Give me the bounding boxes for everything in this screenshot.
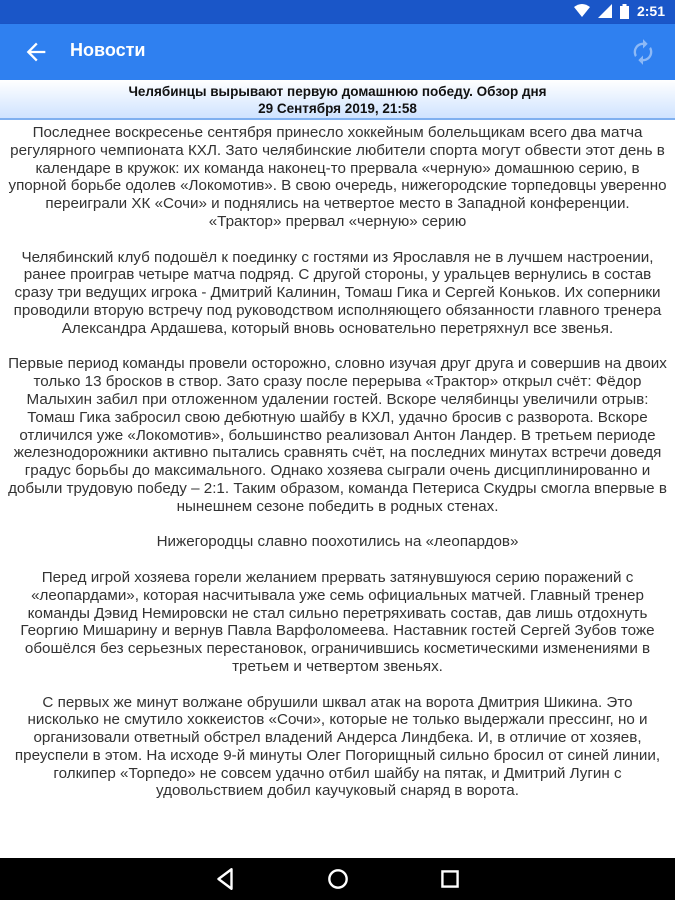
system-nav-bar (0, 858, 675, 900)
article-paragraph: Последнее воскресенье сентября принесло хоккейным болельщикам всего два матча регулярного чемпионата КХЛ. Зато челябинские любители спорта могут обвести этот день в календаре в кружок: их команда наконец-то прервала «черную» домашнюю серию, в упорной борьбе одолев «Локомотив». В свою очередь, нижегородские торпедовцы уверенно переиграли ХК «Сочи» и поднялись на четвертое место в Западной конференции. (8, 124, 667, 213)
article-paragraph: Челябинский клуб подошёл к поединку с гостями из Ярославля не в лучшем настроении, ранее проиграв четыре матча подряд. С другой стороны, у уральцев вернулись в состав сразу три ведущих игрока - Дмитрий Калинин, Томаш Гика и Сергей Коньков. Их соперники проводили вторую встречу под руководством исполняющего обязанности главного тренера Александра Ардашева, который вновь основательно перетряхнул все звенья. (13, 248, 662, 337)
status-icons (574, 3, 665, 19)
app-bar (0, 24, 675, 80)
article-datetime: 29 Сентября 2019, 21:58 (258, 101, 417, 116)
wifi-icon (574, 4, 590, 18)
article-paragraph: Перед игрой хозяева горели желанием прервать затянувшуюся серию поражений с «леопардами», которая насчитывала уже семь официальных матчей. Главный тренер команды Дэвид Немировски не стал сильно перетряхивать состав, дав лишь отдохнуть Георгию Мишарину и вернув Павла Варфоломеева. Наставник гостей Сергей Зубов тоже обошёлся без серьезных перестановок, ограничившись косметическими изменениями в третьем и четвертом звеньях. (20, 568, 655, 675)
status-time: 2:51 (636, 3, 665, 19)
article-subheading: Нижегородцы славно поохотились на «леопардов» (156, 533, 519, 551)
battery-icon (620, 4, 629, 19)
nav-home-icon[interactable] (325, 866, 351, 892)
article-paragraph: Первые период команды провели осторожно, словно изучая друг друга и совершив на двоих только 13 бросков в створ. Зато сразу после перерыва «Трактор» открыл счёт: Фёдор Малыхин забил при отложенном удалении гостей. Вскоре челябинцы увеличили отрыв: Томаш Гика забросил свою дебютную шайбу в КХЛ, удачно бросив с разворота. Вскоре отличился уже «Локомотив», большинство реализовал Антон Ландер. В третьем периоде железнодорожники активно пытались сравнять счёт, на последних минутах встречи доведя градус борьбы до максимального. Однако хозяева сыграли очень дисциплинированно и добыли трудовую победу – 2:1. Таким образом, команда Петериса Скудры смогла впервые в нынешнем сезоне победить в родных стенах. (8, 355, 667, 515)
article-headline: Челябинцы вырывают первую домашнюю победу. Обзор дня (128, 84, 547, 99)
arrow-back-icon[interactable] (22, 38, 50, 66)
article-scroll-area[interactable] (0, 122, 675, 858)
article-body (0, 122, 675, 800)
nav-back-icon[interactable] (212, 866, 238, 892)
signal-icon (598, 4, 612, 18)
article-paragraph: С первых же минут волжане обрушили шквал атак на ворота Дмитрия Шикина. Это нисколько не смутило хоккеистов «Сочи», которые не только выдержали прессинг, но и организовали ответный обстрел владений Андерса Линдбека. И, в отличие от хозяев, преуспели в этом. На исходе 9-й минуты Олег Погорищный сильно бросил от синей линии, голкипер «Торпедо» не совсем удачно отбил шайбу на пятак, и Дмитрий Лугин с удовольствием добил каучуковый снаряд в ворота. (14, 693, 661, 800)
nav-recents-icon[interactable] (437, 866, 463, 892)
status-bar (0, 0, 675, 24)
refresh-icon[interactable] (629, 38, 657, 66)
article-header (0, 80, 675, 120)
page-title: Новости (70, 40, 146, 60)
article-subheading: «Трактор» прервал «черную» серию (208, 212, 467, 230)
